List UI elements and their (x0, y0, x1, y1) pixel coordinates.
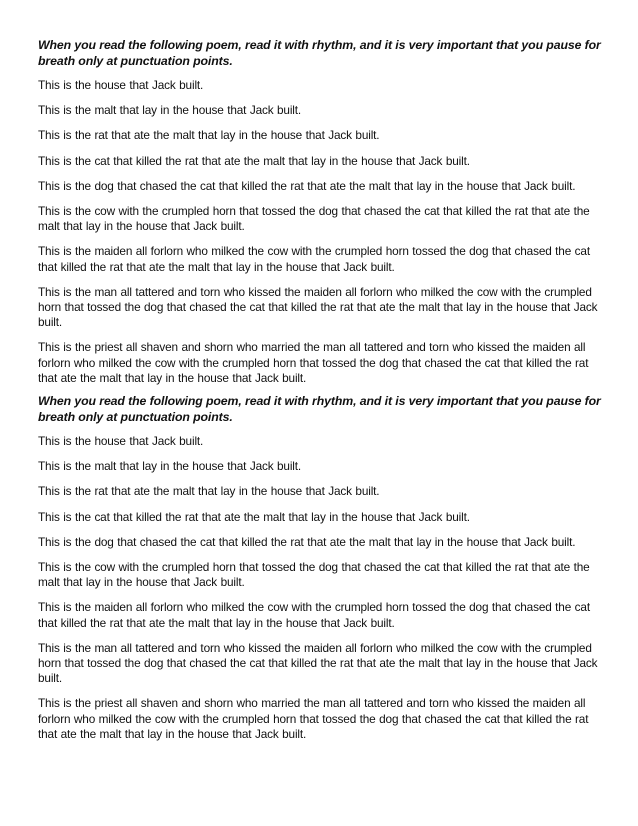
reading-instruction: When you read the following poem, read it with rhythm, and it is very important that you pause for breath only at punctuation points. (38, 394, 601, 424)
poem-verse-8: This is the man all tattered and torn who kissed the maiden all forlorn who milked the cow with the crumpled horn that tossed the dog that chased the cat that killed the rat that ate the malt that lay in the house that Jack built. (38, 284, 598, 330)
poem-verse-9: This is the priest all shaven and shorn who married the man all tattered and torn who kissed the maiden all forlorn who milked the cow with the crumpled horn that tossed the dog that chased the cat that killed the rat that ate the malt that lay in the house that Jack built. (38, 340, 589, 385)
poem-verse-4: This is the cat that killed the rat that ate the malt that lay in the house that Jack built. (38, 509, 470, 524)
document-page (38, 38, 604, 742)
poem-section-2 (38, 394, 604, 742)
poem-verse-4: This is the cat that killed the rat that ate the malt that lay in the house that Jack built. (38, 153, 470, 168)
poem-verse-3: This is the rat that ate the malt that lay in the house that Jack built. (38, 128, 380, 143)
poem-verse-2: This is the malt that lay in the house that Jack built. (38, 459, 302, 474)
poem-verse-5: This is the dog that chased the cat that killed the rat that ate the malt that lay in the house that Jack built. (38, 534, 576, 549)
poem-verse-1: This is the house that Jack built. (38, 78, 204, 92)
poem-verse-5: This is the dog that chased the cat that killed the rat that ate the malt that lay in the house that Jack built. (38, 178, 576, 193)
poem-verse-8: This is the man all tattered and torn who kissed the maiden all forlorn who milked the cow with the crumpled horn that tossed the dog that chased the cat that killed the rat that ate the malt that lay in the house that Jack built. (38, 640, 598, 686)
poem-verse-7: This is the maiden all forlorn who milked the cow with the crumpled horn tossed the dog that chased the cat that killed the rat that ate the malt that lay in the house that Jack built. (38, 244, 590, 274)
poem-verse-3: This is the rat that ate the malt that lay in the house that Jack built. (38, 484, 380, 499)
poem-section-1 (38, 38, 604, 386)
poem-verse-6: This is the cow with the crumpled horn that tossed the dog that chased the cat that killed the rat that ate the malt that lay in the house that Jack built. (38, 560, 590, 590)
poem-verse-1: This is the house that Jack built. (38, 434, 204, 449)
poem-verse-6: This is the cow with the crumpled horn that tossed the dog that chased the cat that killed the rat that ate the malt that lay in the house that Jack built. (38, 204, 590, 234)
poem-verse-7: This is the maiden all forlorn who milked the cow with the crumpled horn tossed the dog that chased the cat that killed the rat that ate the malt that lay in the house that Jack built. (38, 600, 590, 630)
poem-verse-2: This is the malt that lay in the house that Jack built. (38, 103, 302, 118)
poem-verse-9: This is the priest all shaven and shorn who married the man all tattered and torn who kissed the maiden all forlorn who milked the cow with the crumpled horn that tossed the dog that chased the cat that killed the rat that ate the malt that lay in the house that Jack built. (38, 696, 589, 741)
reading-instruction: When you read the following poem, read it with rhythm, and it is very important that you pause for breath only at punctuation points. (38, 38, 601, 68)
